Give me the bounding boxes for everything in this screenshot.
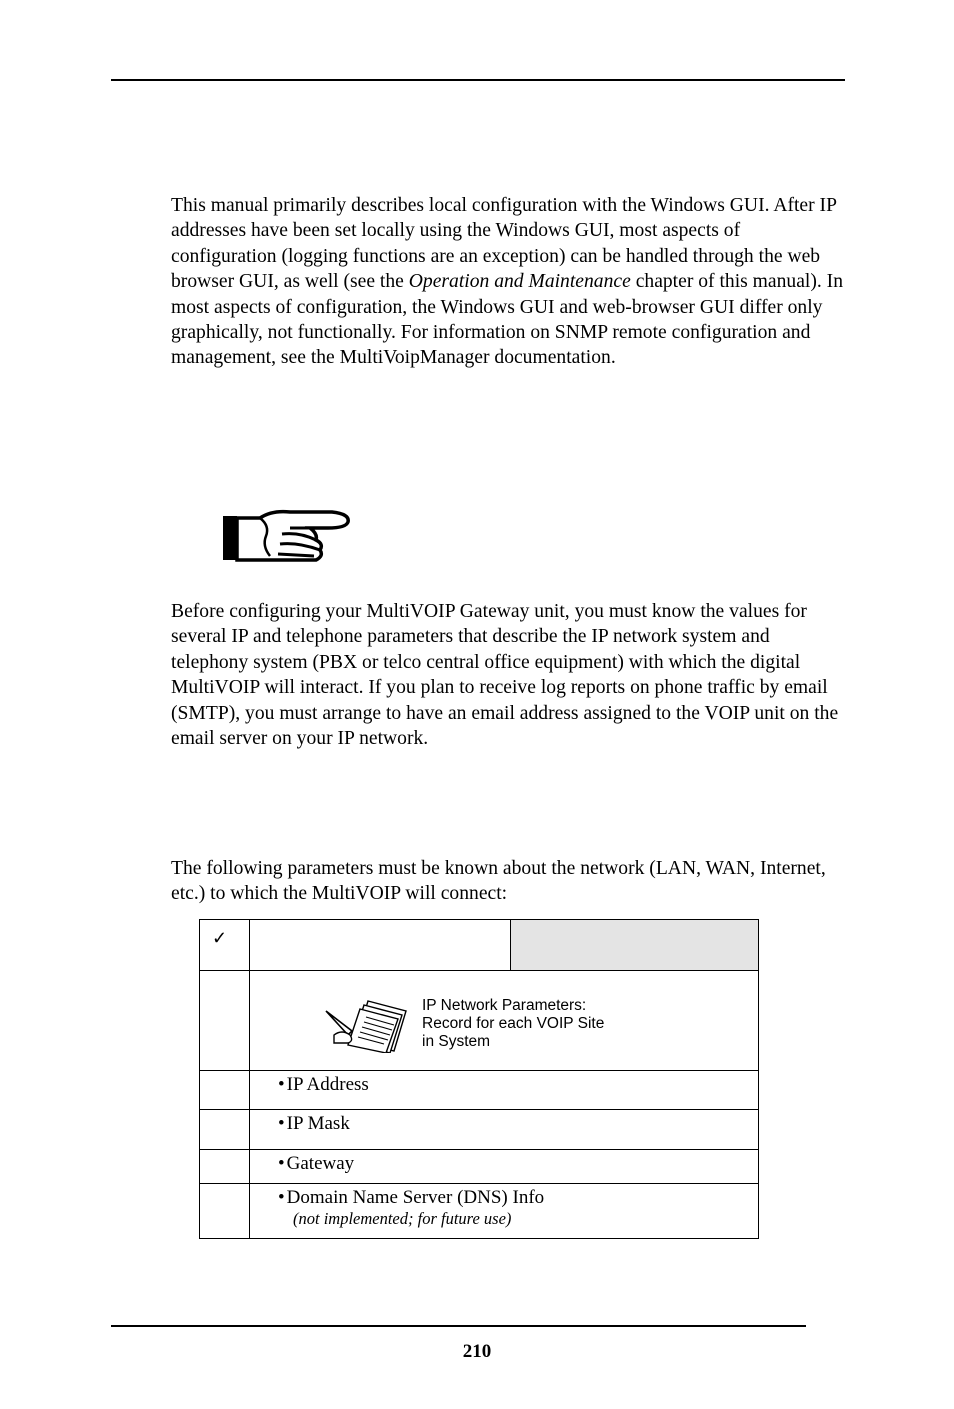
checkmark-icon: ✓ bbox=[200, 920, 250, 971]
page-number: 210 bbox=[462, 1341, 492, 1362]
check-cell bbox=[200, 971, 250, 1071]
intro-text-2: chapter of this manual). In most aspects of configuration, the Windows GUI and web-browser GUI differ only graphically, not functionally. For information on SNMP remote configuration and management, see the MultiVoipManager documentation. bbox=[171, 271, 843, 369]
parameter-label: IP Mask bbox=[286, 1113, 350, 1134]
bottom-rule bbox=[111, 1325, 806, 1327]
parameter-note: (not implemented; for future use) bbox=[293, 1209, 512, 1228]
parameter-label: IP Address bbox=[286, 1074, 369, 1095]
bullet: • bbox=[278, 1153, 285, 1174]
network-paragraph: The following parameters must be known about the network (LAN, WAN, Internet, etc.) to which the MultiVOIP will connect: bbox=[171, 858, 826, 905]
notepad-pencil-icon bbox=[324, 997, 412, 1053]
memo-caption: IP Network Parameters: Record for each VOIP Site in System bbox=[422, 997, 605, 1050]
before-paragraph: Before configuring your MultiVOIP Gateway unit, you must know the values for several IP and telephone parameters that describe the IP network system and telephony system (PBX or telco central office equipment) with which the digital MultiVOIP will interact. If you plan to receive log reports on phone traffic by email (SMTP), you must arrange to have an email address assigned to the VOIP unit on the email server on your IP network. bbox=[171, 601, 839, 750]
parameter-label: Domain Name Server (DNS) Info bbox=[286, 1187, 545, 1208]
table-row bbox=[200, 1150, 759, 1184]
table-row bbox=[200, 1184, 759, 1239]
intro-italic-chapter: Operation and Maintenance bbox=[408, 271, 631, 293]
parameter-cell bbox=[250, 1110, 759, 1150]
bullet: • bbox=[278, 1074, 285, 1095]
check-cell bbox=[200, 1071, 250, 1110]
memo-cell bbox=[250, 971, 759, 1071]
intro-paragraph bbox=[171, 193, 846, 371]
parameter-cell bbox=[250, 1150, 759, 1184]
parameter-label: Gateway bbox=[286, 1153, 355, 1174]
bullet: • bbox=[278, 1113, 285, 1134]
pointing-hand-icon bbox=[220, 506, 352, 566]
check-cell bbox=[200, 1110, 250, 1150]
ip-parameters-table bbox=[199, 919, 759, 1239]
table-header-row bbox=[200, 920, 759, 971]
table-row bbox=[200, 1110, 759, 1150]
table-row-memo bbox=[200, 971, 759, 1071]
bullet: • bbox=[278, 1187, 285, 1208]
intro-text-1: This manual primarily describes local configuration with the Windows GUI. After IP addresses have been set locally using the Windows GUI, most aspects of configuration (logging functions are an exception) can be handled through the web browser GUI, as well (see the bbox=[171, 195, 837, 293]
table-row bbox=[200, 1071, 759, 1110]
parameter-cell bbox=[250, 1184, 759, 1239]
top-rule bbox=[111, 79, 845, 81]
parameter-cell bbox=[250, 1071, 759, 1110]
header-cell-parameter bbox=[250, 920, 511, 971]
check-cell bbox=[200, 1150, 250, 1184]
check-cell bbox=[200, 1184, 250, 1239]
header-cell-value bbox=[511, 920, 759, 971]
